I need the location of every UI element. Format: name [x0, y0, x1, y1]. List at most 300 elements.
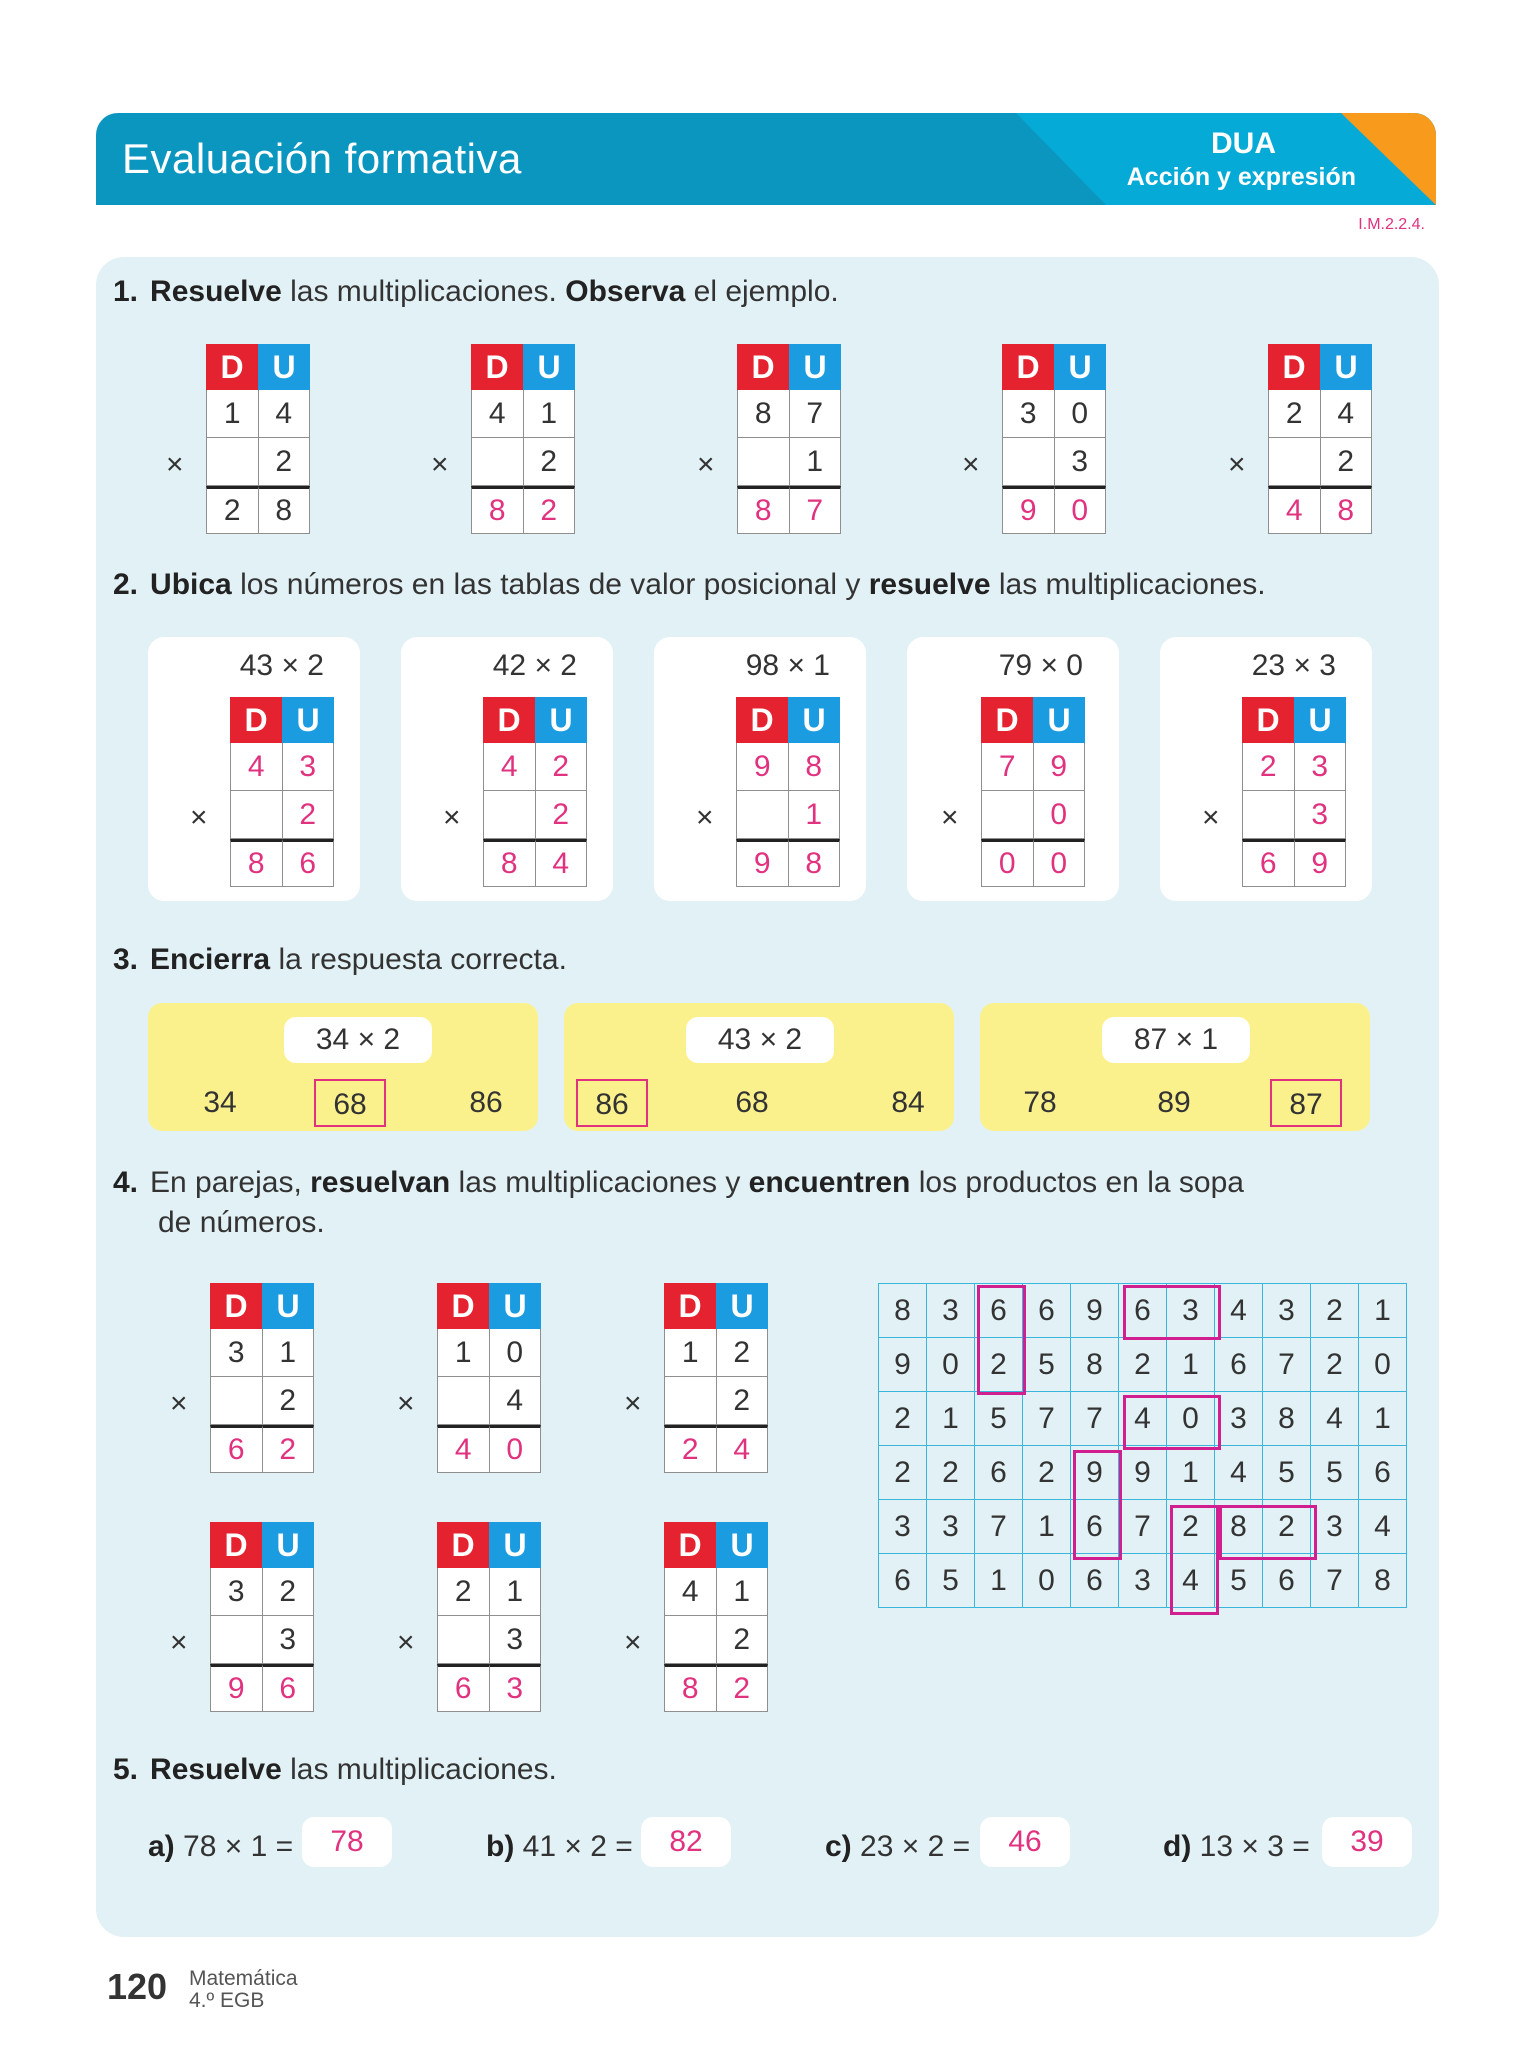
answer-cell[interactable]: 9	[736, 839, 789, 887]
grid-cell[interactable]: 5	[1023, 1338, 1071, 1392]
answer-cell[interactable]: 4	[717, 1425, 769, 1473]
grid-cell[interactable]: 7	[1071, 1392, 1119, 1446]
digit-cell	[210, 1616, 263, 1664]
exercise-2-instruction	[113, 568, 1266, 602]
grid-cell[interactable]: 5	[975, 1392, 1023, 1446]
equation-expression: 41 × 2 =	[514, 1830, 633, 1863]
answer-option[interactable]: 34	[203, 1086, 237, 1119]
times-sign: ×	[1202, 801, 1220, 834]
times-sign: ×	[962, 448, 980, 481]
answer-cell[interactable]: 9	[736, 743, 789, 791]
answer-cell[interactable]: 6	[1242, 839, 1295, 887]
grid-cell[interactable]: 7	[975, 1500, 1023, 1554]
digit-cell	[664, 1377, 717, 1425]
grid-cell[interactable]: 6	[1023, 1284, 1071, 1338]
answer-cell[interactable]: 8	[664, 1664, 717, 1712]
indicator-code: I.M.2.2.4.	[1358, 216, 1425, 233]
answer-cell[interactable]: 3	[283, 743, 335, 791]
units-header: U	[716, 1283, 768, 1329]
tens-header: D	[737, 344, 789, 390]
units-header: U	[1054, 344, 1106, 390]
answer-option[interactable]: 78	[1023, 1086, 1057, 1119]
digit-cell: 1	[437, 1329, 490, 1377]
choice-card	[148, 1003, 538, 1131]
answer-option-selected[interactable]: 86	[576, 1079, 648, 1127]
exercise-4-instruction-line2: de números.	[158, 1206, 325, 1239]
equation	[1163, 1830, 1310, 1864]
answer-cell[interactable]	[230, 791, 283, 839]
digit-cell: 2	[1268, 390, 1321, 438]
dua-subtitle: Acción y expresión	[1126, 163, 1356, 191]
answer-cell[interactable]: 9	[1034, 743, 1086, 791]
answer-cell[interactable]: 6	[210, 1425, 263, 1473]
exercise-number: 1.	[113, 275, 139, 308]
found-product-highlight	[1170, 1505, 1219, 1615]
digit-cell	[471, 438, 524, 486]
equation	[825, 1830, 970, 1864]
exercise-number: 4.	[113, 1166, 139, 1199]
tens-header: D	[210, 1522, 262, 1568]
choice-card	[564, 1003, 954, 1131]
grid-cell[interactable]: 5	[1263, 1446, 1311, 1500]
answer-cell[interactable]: 2	[536, 791, 588, 839]
answer-cell[interactable]: 4	[483, 743, 536, 791]
grid-cell[interactable]: 4	[1215, 1284, 1263, 1338]
answer-cell[interactable]: 8	[789, 839, 841, 887]
grid-cell[interactable]: 9	[1071, 1446, 1119, 1500]
answer-cell[interactable]: 8	[789, 743, 841, 791]
grid-cell[interactable]: 1	[1359, 1284, 1407, 1338]
answer-cell[interactable]: 8	[230, 839, 283, 887]
answer-cell[interactable]: 9	[1002, 486, 1055, 534]
instruction-text: En parejas,	[150, 1166, 311, 1199]
digit-cell: 7	[790, 390, 842, 438]
digit-cell: 1	[263, 1329, 315, 1377]
place-value-table	[1202, 697, 1346, 887]
answer-cell[interactable]: 2	[536, 743, 588, 791]
grid-cell[interactable]: 4	[1311, 1392, 1359, 1446]
exercise-card	[148, 637, 360, 901]
item-label: d)	[1163, 1830, 1192, 1863]
times-sign: ×	[190, 801, 208, 834]
grid-cell[interactable]: 3	[927, 1500, 975, 1554]
page-title: Evaluación formativa	[122, 135, 522, 182]
instruction-text: las multiplicaciones.	[281, 1753, 557, 1786]
answer-option[interactable]: 89	[1157, 1086, 1191, 1119]
digit-cell: 2	[717, 1329, 769, 1377]
found-product-highlight	[1219, 1505, 1317, 1560]
place-value-table	[697, 344, 841, 534]
grid-cell[interactable]: 3	[1311, 1500, 1359, 1554]
digit-cell	[437, 1377, 490, 1425]
units-header: U	[282, 697, 334, 743]
found-product-highlight	[977, 1285, 1026, 1395]
digit-cell: 3	[1055, 438, 1107, 486]
times-sign: ×	[166, 448, 184, 481]
grid-cell[interactable]: 2	[1167, 1500, 1215, 1554]
subject-label	[189, 1968, 298, 2012]
digit-cell: 2	[263, 1377, 315, 1425]
answer-option[interactable]: 68	[735, 1086, 769, 1119]
grid-cell[interactable]: 3	[1263, 1284, 1311, 1338]
place-value-table	[443, 697, 587, 887]
result-cell: 2	[206, 486, 259, 534]
instruction-verb: Resuelve	[150, 275, 282, 308]
times-sign: ×	[941, 801, 959, 834]
exercise-card	[654, 637, 866, 901]
exercise-5-instruction	[113, 1753, 557, 1787]
answer-cell[interactable]: 4	[437, 1425, 490, 1473]
digit-cell: 2	[437, 1568, 490, 1616]
exercise-1-instruction	[113, 275, 839, 309]
grid-cell[interactable]: 2	[1119, 1338, 1167, 1392]
grid-cell[interactable]: 0	[1167, 1392, 1215, 1446]
tens-header: D	[736, 697, 788, 743]
grid-cell[interactable]: 0	[1359, 1338, 1407, 1392]
instruction-verb: Encierra	[150, 943, 271, 976]
digit-cell	[210, 1377, 263, 1425]
grid-cell[interactable]: 8	[1215, 1500, 1263, 1554]
digit-cell: 2	[263, 1568, 315, 1616]
answer-cell[interactable]: 0	[981, 839, 1034, 887]
answer-cell[interactable]: 3	[1295, 791, 1347, 839]
answer-option-selected[interactable]: 68	[314, 1079, 386, 1127]
place-value-table	[170, 1283, 314, 1473]
times-sign: ×	[443, 801, 461, 834]
place-value-table	[166, 344, 310, 534]
instruction-text: los números en las tablas de valor posicional y	[231, 568, 869, 601]
answer-cell[interactable]: 4	[1268, 486, 1321, 534]
answer-cell[interactable]: 6	[263, 1664, 315, 1712]
place-value-table	[170, 1522, 314, 1712]
units-header: U	[489, 1522, 541, 1568]
grid-cell[interactable]: 4	[1119, 1392, 1167, 1446]
digit-cell: 1	[790, 438, 842, 486]
instruction-text: los productos en la sopa	[910, 1166, 1244, 1199]
answer-cell[interactable]: 6	[437, 1664, 490, 1712]
instruction-text: la respuesta correcta.	[270, 943, 567, 976]
grid-cell[interactable]: 9	[1119, 1446, 1167, 1500]
answer-option-selected[interactable]: 87	[1270, 1079, 1342, 1127]
digit-cell: 2	[259, 438, 311, 486]
grid-cell[interactable]: 6	[1071, 1500, 1119, 1554]
units-header: U	[262, 1522, 314, 1568]
answer-cell[interactable]: 2	[1242, 743, 1295, 791]
digit-cell	[737, 438, 790, 486]
instruction-verb: encuentren	[748, 1166, 911, 1199]
grid-cell[interactable]: 1	[927, 1392, 975, 1446]
answer-cell[interactable]: 3	[1295, 743, 1347, 791]
answer-cell[interactable]: 0	[490, 1425, 542, 1473]
grid-cell[interactable]: 0	[927, 1338, 975, 1392]
place-value-table	[962, 344, 1106, 534]
exercise-card	[401, 637, 613, 901]
instruction-text: el ejemplo.	[685, 275, 839, 308]
digit-cell: 1	[717, 1568, 769, 1616]
place-value-table	[431, 344, 575, 534]
units-header: U	[489, 1283, 541, 1329]
digit-cell: 2	[717, 1616, 769, 1664]
times-sign: ×	[397, 1626, 415, 1659]
answer-cell[interactable]: 2	[524, 486, 576, 534]
units-header: U	[1320, 344, 1372, 390]
equation-expression: 13 × 3 =	[1191, 1830, 1310, 1863]
grid-cell[interactable]: 1	[1167, 1338, 1215, 1392]
tens-header: D	[1268, 344, 1320, 390]
grid-cell[interactable]: 3	[1119, 1554, 1167, 1608]
grid-cell[interactable]: 0	[1023, 1554, 1071, 1608]
units-header: U	[789, 344, 841, 390]
answer-cell[interactable]: 1	[789, 791, 841, 839]
grade-level: 4.º EGB	[189, 1989, 265, 2012]
grid-cell[interactable]: 2	[879, 1446, 927, 1500]
instruction-verb: resuelvan	[310, 1166, 451, 1199]
answer-cell[interactable]: 3	[490, 1664, 542, 1712]
digit-cell: 3	[1002, 390, 1055, 438]
answer-field[interactable]: 78	[302, 1817, 392, 1867]
exercise-number: 3.	[113, 943, 139, 976]
answer-cell[interactable]: 9	[210, 1664, 263, 1712]
answer-cell[interactable]: 2	[283, 791, 335, 839]
digit-cell: 8	[737, 390, 790, 438]
grid-cell[interactable]: 2	[879, 1392, 927, 1446]
digit-cell: 1	[664, 1329, 717, 1377]
answer-cell[interactable]: 0	[1055, 486, 1107, 534]
equation-expression: 78 × 1 =	[174, 1830, 294, 1863]
answer-cell[interactable]: 0	[1034, 839, 1086, 887]
grid-cell[interactable]: 9	[1071, 1284, 1119, 1338]
multiplication-expression: 42 × 2	[492, 649, 577, 682]
equation-expression: 23 × 2 =	[851, 1830, 971, 1863]
dua-title: DUA	[1211, 127, 1276, 160]
grid-cell[interactable]: 3	[879, 1500, 927, 1554]
tens-header: D	[210, 1283, 262, 1329]
equation	[486, 1830, 633, 1864]
multiplication-expression: 23 × 3	[1251, 649, 1336, 682]
digit-cell: 3	[490, 1616, 542, 1664]
digit-cell: 1	[206, 390, 259, 438]
item-label: a)	[148, 1830, 175, 1863]
digit-cell: 2	[717, 1377, 769, 1425]
grid-cell[interactable]: 1	[975, 1554, 1023, 1608]
exercise-card	[907, 637, 1119, 901]
units-header: U	[788, 697, 840, 743]
grid-cell[interactable]: 5	[1215, 1554, 1263, 1608]
place-value-table	[397, 1283, 541, 1473]
digit-cell: 2	[524, 438, 576, 486]
answer-cell[interactable]: 4	[536, 839, 588, 887]
page-number: 120	[107, 1966, 168, 2007]
place-value-table	[941, 697, 1085, 887]
answer-cell[interactable]: 8	[471, 486, 524, 534]
digit-cell: 1	[490, 1568, 542, 1616]
times-sign: ×	[397, 1387, 415, 1420]
grid-cell[interactable]: 2	[1311, 1338, 1359, 1392]
instruction-text: las multiplicaciones y	[450, 1166, 749, 1199]
grid-cell[interactable]: 9	[879, 1338, 927, 1392]
multiplication-expression: 43 × 2	[239, 649, 324, 682]
grid-cell[interactable]: 6	[1215, 1338, 1263, 1392]
grid-cell[interactable]: 6	[1119, 1284, 1167, 1338]
grid-cell[interactable]: 5	[1311, 1446, 1359, 1500]
exercise-number: 2.	[113, 568, 139, 601]
header-banner	[96, 113, 1436, 205]
answer-cell[interactable]: 2	[717, 1664, 769, 1712]
answer-cell[interactable]: 8	[483, 839, 536, 887]
digit-cell	[1002, 438, 1055, 486]
grid-cell[interactable]: 7	[1263, 1338, 1311, 1392]
grid-cell[interactable]: 1	[1359, 1392, 1407, 1446]
answer-field[interactable]: 82	[641, 1817, 731, 1867]
grid-cell[interactable]: 7	[1119, 1500, 1167, 1554]
digit-cell: 3	[263, 1616, 315, 1664]
exercise-card	[1160, 637, 1372, 901]
place-value-table	[624, 1522, 768, 1712]
answer-option[interactable]: 86	[469, 1086, 503, 1119]
answer-option[interactable]: 84	[891, 1086, 925, 1119]
digit-cell	[206, 438, 259, 486]
units-header: U	[262, 1283, 314, 1329]
answer-field[interactable]: 46	[980, 1817, 1070, 1867]
grid-cell[interactable]: 6	[1359, 1446, 1407, 1500]
grid-cell[interactable]: 8	[1071, 1338, 1119, 1392]
times-sign: ×	[170, 1387, 188, 1420]
place-value-table	[624, 1283, 768, 1473]
digit-cell	[1268, 438, 1321, 486]
found-product-highlight	[1123, 1285, 1221, 1340]
exercise-3-instruction	[113, 943, 567, 977]
grid-cell[interactable]: 5	[927, 1554, 975, 1608]
answer-cell[interactable]: 8	[737, 486, 790, 534]
grid-cell[interactable]: 6	[1263, 1554, 1311, 1608]
place-value-table	[1228, 344, 1372, 534]
units-header: U	[1033, 697, 1085, 743]
grid-cell[interactable]: 2	[1263, 1500, 1311, 1554]
tens-header: D	[1242, 697, 1294, 743]
digit-cell: 0	[490, 1329, 542, 1377]
multiplication-expression: 43 × 2	[686, 1017, 834, 1063]
answer-cell[interactable]: 4	[230, 743, 283, 791]
instruction-verb: Ubica	[150, 568, 232, 601]
equation	[148, 1830, 293, 1864]
units-header: U	[716, 1522, 768, 1568]
answer-cell[interactable]: 2	[664, 1425, 717, 1473]
grid-cell[interactable]: 6	[879, 1554, 927, 1608]
answer-cell[interactable]: 6	[283, 839, 335, 887]
grid-cell[interactable]: 8	[1359, 1554, 1407, 1608]
grid-cell[interactable]: 6	[1071, 1554, 1119, 1608]
answer-cell[interactable]	[483, 791, 536, 839]
multiplication-expression: 34 × 2	[284, 1017, 432, 1063]
grid-cell[interactable]: 4	[1359, 1500, 1407, 1554]
tens-header: D	[230, 697, 282, 743]
subject-name: Matemática	[189, 1967, 298, 1990]
digit-cell: 4	[471, 390, 524, 438]
times-sign: ×	[431, 448, 449, 481]
item-label: c)	[825, 1830, 852, 1863]
result-cell: 8	[259, 486, 311, 534]
grid-cell[interactable]: 8	[1263, 1392, 1311, 1446]
answer-cell[interactable]	[1242, 791, 1295, 839]
tens-header: D	[206, 344, 258, 390]
digit-cell	[664, 1616, 717, 1664]
tens-header: D	[664, 1283, 716, 1329]
instruction-text: las multiplicaciones.	[281, 275, 566, 308]
choice-card	[980, 1003, 1370, 1131]
digit-cell: 3	[210, 1568, 263, 1616]
answer-cell[interactable]: 0	[1034, 791, 1086, 839]
units-header: U	[523, 344, 575, 390]
answer-field[interactable]: 39	[1322, 1817, 1412, 1867]
answer-cell[interactable]: 7	[790, 486, 842, 534]
grid-cell[interactable]: 1	[1023, 1500, 1071, 1554]
times-sign: ×	[697, 448, 715, 481]
exercise-number: 5.	[113, 1753, 139, 1786]
digit-cell	[437, 1616, 490, 1664]
times-sign: ×	[170, 1626, 188, 1659]
exercise-4-instruction	[113, 1166, 1244, 1200]
grid-cell[interactable]: 4	[1167, 1554, 1215, 1608]
multiplication-expression: 79 × 0	[998, 649, 1083, 682]
grid-cell[interactable]: 1	[1167, 1446, 1215, 1500]
instruction-text: las multiplicaciones.	[990, 568, 1266, 601]
times-sign: ×	[696, 801, 714, 834]
tens-header: D	[471, 344, 523, 390]
units-header: U	[258, 344, 310, 390]
digit-cell: 4	[259, 390, 311, 438]
place-value-table	[397, 1522, 541, 1712]
units-header: U	[1294, 697, 1346, 743]
tens-header: D	[981, 697, 1033, 743]
answer-cell[interactable]	[736, 791, 789, 839]
answer-cell[interactable]: 8	[1321, 486, 1373, 534]
grid-cell[interactable]: 7	[1311, 1554, 1359, 1608]
grid-cell[interactable]: 7	[1023, 1392, 1071, 1446]
answer-cell[interactable]: 2	[263, 1425, 315, 1473]
grid-cell[interactable]: 3	[1215, 1392, 1263, 1446]
times-sign: ×	[624, 1626, 642, 1659]
grid-cell[interactable]: 6	[975, 1446, 1023, 1500]
instruction-verb: Resuelve	[150, 1753, 282, 1786]
times-sign: ×	[1228, 448, 1246, 481]
answer-cell[interactable]	[981, 791, 1034, 839]
grid-cell[interactable]: 2	[1311, 1284, 1359, 1338]
grid-cell[interactable]: 4	[1215, 1446, 1263, 1500]
units-header: U	[535, 697, 587, 743]
grid-cell[interactable]: 3	[927, 1284, 975, 1338]
tens-header: D	[483, 697, 535, 743]
tens-header: D	[664, 1522, 716, 1568]
grid-cell[interactable]: 3	[1167, 1284, 1215, 1338]
grid-cell[interactable]: 6	[975, 1284, 1023, 1338]
grid-cell[interactable]: 2	[927, 1446, 975, 1500]
multiplication-expression: 98 × 1	[745, 649, 830, 682]
answer-cell[interactable]: 9	[1295, 839, 1347, 887]
digit-cell: 2	[1321, 438, 1373, 486]
tens-header: D	[437, 1283, 489, 1329]
item-label: b)	[486, 1830, 515, 1863]
found-product-highlight	[1073, 1450, 1122, 1560]
found-product-highlight	[1123, 1395, 1221, 1450]
grid-cell[interactable]: 2	[1023, 1446, 1071, 1500]
digit-cell: 4	[490, 1377, 542, 1425]
place-value-table	[696, 697, 840, 887]
answer-cell[interactable]: 7	[981, 743, 1034, 791]
grid-cell[interactable]: 8	[879, 1284, 927, 1338]
multiplication-expression: 87 × 1	[1102, 1017, 1250, 1063]
grid-cell[interactable]: 2	[975, 1338, 1023, 1392]
instruction-verb: Observa	[565, 275, 686, 308]
